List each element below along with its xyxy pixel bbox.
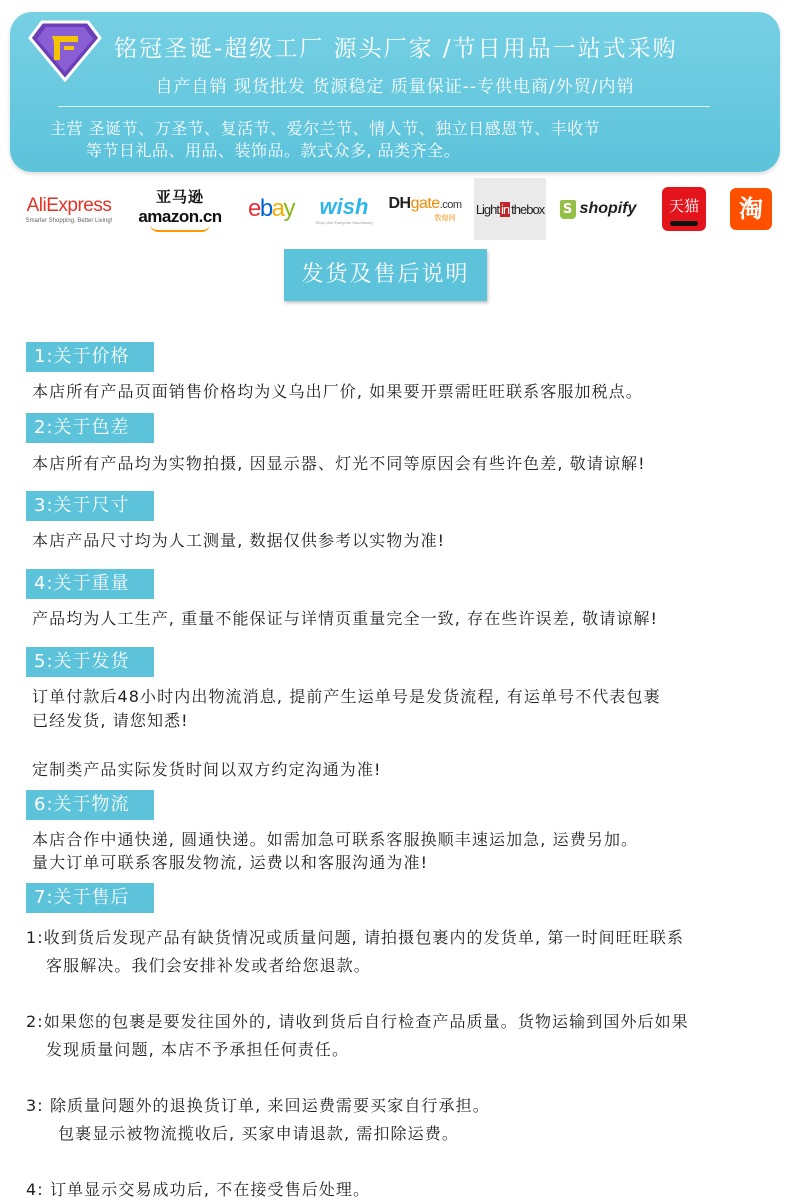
section-label-after-sales: 7:关于售后 [26,883,154,913]
dhgate-com: .com [439,199,462,211]
amazon-logo [130,178,230,240]
taobao-name: 淘 [730,188,772,230]
litb-in: in [501,201,510,217]
aliexpress-name: AliExpress [26,194,112,216]
lightinthebox-logo [474,178,546,240]
wish-tagline: Shop Like Everyone Has Money [315,219,373,225]
shopify-name: shopify [579,200,637,217]
section-text-price: 本店所有产品页面销售价格均为义乌出厂价, 如果要开票需旺旺联系客服加税点。 [32,382,643,401]
litb-post: thebox [511,201,545,217]
after-sales-item [26,924,684,980]
after-sales-item-line2: 客服解决。我们会安排补发或者给您退款。 [46,956,371,975]
section-text-color: 本店所有产品均为实物拍摄, 因显示器、灯光不同等原因会有些许色差, 敬请谅解! [32,454,646,473]
section-text-logistics-2: 量大订单可联系客服发物流, 运费以和客服沟通为准! [32,853,429,872]
banner-subtitle: 自产自销 现货批发 货源稳定 质量保证--专供电商/外贸/内销 [155,77,635,97]
after-sales-item-line1: 3: 除质量问题外的退换货订单, 来回运费需要买家自行承担。 [26,1096,490,1115]
section-label-price: 1:关于价格 [26,342,154,372]
dhgate-gate: gate [410,195,440,212]
after-sales-item [26,1092,490,1148]
tmall-logo [658,178,710,240]
after-sales-item-line1: 2:如果您的包裹是要发往国外的, 请收到货后自行检查产品质量。货物运输到国外后如果 [26,1012,689,1031]
after-sales-item [26,1008,689,1064]
section-text-logistics-1: 本店合作中通快递, 圆通快递。如需加急可联系客服换顺丰速运加急, 运费另加。 [32,830,639,849]
section-label-logistics: 6:关于物流 [26,790,154,820]
ebay-letter: a [271,195,284,222]
wish-name: wish [319,193,369,219]
dhgate-cn: 敦煌网 [434,214,456,222]
dhgate-dh: DH [388,195,411,212]
ebay-logo [236,178,306,240]
shopify-bag-icon: S [560,200,576,219]
ebay-letter: e [247,195,260,222]
banner-divider [58,106,710,107]
after-sales-item-line1: 4: 订单显示交易成功后, 不在接受售后处理。 [26,1180,371,1199]
after-sales-item-line1: 1:收到货后发现产品有缺货情况或质量问题, 请拍摄包裹内的发货单, 第一时间旺旺联系 [26,928,685,947]
section-text-weight: 产品均为人工生产, 重量不能保证与详情页重量完全一致, 存在些许误差, 敬请谅解! [32,609,659,628]
header-banner [10,12,780,172]
tmall-name: 天猫 [662,187,706,231]
section-text-shipping-1: 订单付款后48小时内出物流消息, 提前产生运单号是发货流程, 有运单号不代表包裹 [32,687,661,706]
aliexpress-logo [14,178,124,240]
litb-pre: Light [475,201,500,217]
ebay-letter: b [259,195,272,222]
dhgate-logo [380,178,470,240]
page-title: 发货及售后说明 [284,249,487,301]
platform-logos [0,178,790,240]
section-label-color: 2:关于色差 [26,413,154,443]
amazon-cn-name: 亚马逊 [155,188,204,206]
wish-logo [312,178,376,240]
banner-main-products: 主营 圣诞节、万圣节、复活节、爱尔兰节、情人节、独立日感恩节、丰收节 [50,119,601,138]
shopify-logo [556,178,640,240]
amazon-name: amazon.cn [138,207,222,226]
section-text-shipping-3: 定制类产品实际发货时间以双方约定沟通为准! [32,760,382,779]
ebay-letter: y [283,195,295,222]
amazon-smile-icon [150,224,210,232]
taobao-logo [728,178,774,240]
section-text-size: 本店产品尺寸均为人工测量, 数据仅供参考以实物为准! [32,531,446,550]
section-text-shipping-2: 已经发货, 请您知悉! [32,711,189,730]
after-sales-item-line2: 发现质量问题, 本店不予承担任何责任。 [46,1040,350,1059]
section-label-size: 3:关于尺寸 [26,491,154,521]
banner-title: 铭冠圣诞-超级工厂 源头厂家 /节日用品一站式采购 [114,36,678,62]
section-label-weight: 4:关于重量 [26,569,154,599]
aliexpress-tagline: Smarter Shopping, Better Living! [25,217,113,224]
section-label-shipping: 5:关于发货 [26,647,154,677]
after-sales-item-line2: 包裹显示被物流揽收后, 买家申请退款, 需扣除运费。 [58,1124,459,1143]
after-sales-item [26,1176,370,1203]
banner-main-products-cont: 等节日礼品、用品、装饰品。款式众多, 品类齐全。 [86,141,461,160]
